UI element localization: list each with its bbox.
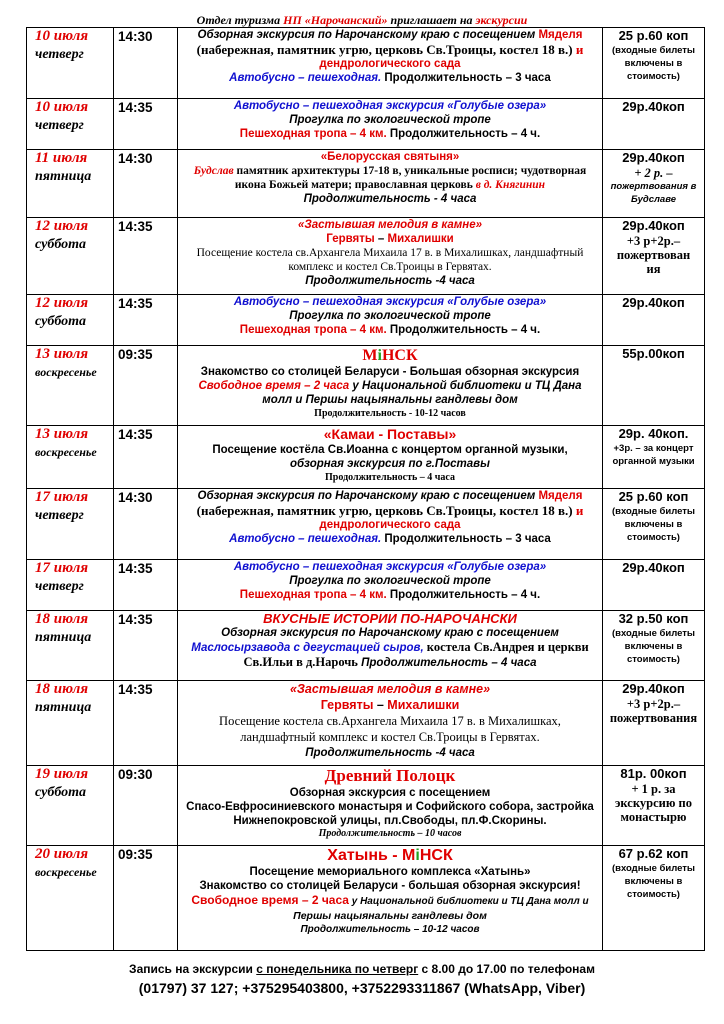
price: 29р. 40коп. — [618, 426, 689, 441]
description-cell: Обзорная экскурсия по Нарочанскому краю с посещением Мяделя (набережная, памятник угрю, церковь Св.Троицы, костел 18 в.) и дендрологического сада Автобусно – пешеходная. Продолжительность – 3 часа — [178, 28, 603, 99]
price: 67 р.62 коп — [618, 846, 689, 861]
day-of-week: пятница — [35, 700, 92, 715]
date: 17 июля — [35, 560, 89, 576]
date-cell — [27, 560, 114, 611]
description-cell: «Застывшая мелодия в камне» Гервяты – Михалишки Посещение костела св.Архангела Михаила 17 в. в Михалишках, ландшафтный комплекс и костел Св.Троицы в Гервятах. Продолжительность -4 часа — [178, 681, 603, 766]
price: 81р. 00коп — [620, 766, 687, 781]
date: 20 июля — [35, 846, 89, 862]
time-cell: 14:35 — [114, 611, 178, 681]
time-cell: 14:35 — [114, 218, 178, 295]
header-org: НП «Нарочанский» — [283, 13, 388, 27]
date-cell — [27, 346, 114, 426]
price-cell — [603, 560, 705, 611]
date-cell — [27, 611, 114, 681]
price-cell: 25 р.60 коп (входные билеты включены в стоимость) — [603, 489, 705, 560]
date: 10 июля — [35, 28, 89, 44]
table-row — [27, 295, 705, 346]
date: 12 июля — [35, 218, 89, 234]
date: 11 июля — [35, 150, 88, 166]
description-cell: МіНСК Знакомство со столицей Беларуси - Большая обзорная экскурсия Свободное время – 2 часа у Национальной библиотеки и ТЦ Дана молл и Першы нацыянальны гандлевы дом Продолжительность - 10-12 часов — [178, 346, 603, 426]
description-cell: ВКУСНЫЕ ИСТОРИИ ПО-НАРОЧАНСКИ Обзорная экскурсия по Нарочанскому краю с посещением Маслосырзавода с дегустацией сыров, костела Св.Андрея и церкви Св.Ильи в д.Нарочь Продолжительность – 4 часа — [178, 611, 603, 681]
description-cell: Автобусно – пешеходная экскурсия «Голубые озера» Прогулка по экологической тропе Пешеходная тропа – 4 км. Продолжительность – 4 ч. — [178, 99, 603, 150]
day-of-week: суббота — [35, 785, 87, 800]
day-of-week: суббота — [35, 314, 87, 329]
date: 19 июля — [35, 766, 89, 782]
time-cell: 14:35 — [114, 295, 178, 346]
time-cell: 14:35 — [114, 99, 178, 150]
time-cell: 14:35 — [114, 560, 178, 611]
date: 12 июля — [35, 295, 89, 311]
table-row — [27, 846, 705, 951]
booking-info: Запись на экскурсии с понедельника по четверг с 8.00 до 17.00 по телефонам — [129, 962, 595, 976]
phone-numbers: (01797) 37 127; +375295403800, +3752293311867 (WhatsApp, Viber) — [138, 980, 586, 996]
time-cell: 14:35 — [114, 681, 178, 766]
date-cell — [27, 99, 114, 150]
date: 13 июля — [35, 426, 89, 442]
date: 13 июля — [35, 346, 89, 362]
day-of-week: суббота — [35, 237, 87, 252]
header-excursions: экскурсии — [475, 13, 528, 27]
price: 55р.00коп — [622, 346, 685, 361]
excursion-schedule-table — [26, 27, 705, 951]
price: 29р.40коп — [622, 150, 685, 165]
price: 29р.40коп — [622, 99, 685, 114]
day-of-week: четверг — [35, 579, 84, 594]
table-row — [27, 28, 705, 99]
date-cell — [27, 426, 114, 489]
date-cell — [27, 150, 114, 218]
date: 18 июля — [35, 611, 89, 627]
day-of-week: воскресенье — [35, 865, 97, 879]
table-row — [27, 426, 705, 489]
table-row — [27, 218, 705, 295]
price-cell: 29р.40коп + 2 р. – пожертвования в Будславе — [603, 150, 705, 218]
time-cell: 09:35 — [114, 846, 178, 951]
date: 18 июля — [35, 681, 89, 697]
table-row — [27, 99, 705, 150]
date-cell — [27, 846, 114, 951]
price: 25 р.60 коп — [618, 28, 689, 43]
day-of-week: пятница — [35, 630, 92, 645]
time-cell: 09:35 — [114, 346, 178, 426]
date-cell — [27, 681, 114, 766]
time-cell: 14:30 — [114, 28, 178, 99]
price: 29р.40коп — [622, 295, 685, 310]
price-cell — [603, 99, 705, 150]
description-cell: «Камаи - Поставы» Посещение костёла Св.Иоанна с концертом органной музыки, обзорная экскурсия по г.Поставы Продолжительность – 4 часа — [178, 426, 603, 489]
date-cell — [27, 766, 114, 846]
description-cell: Хатынь - МіНСК Посещение мемориального комплекса «Хатынь» Знакомство со столицей Беларуси - большая обзорная экскурсия! Свободное время – 2 часа у Национальной библиотеки и ТЦ Дана молл и Першы нацыянальны гандлевы дом Продолжительность – 10-12 часов — [178, 846, 603, 951]
date: 10 июля — [35, 99, 89, 115]
price-cell: 81р. 00коп + 1 р. за экскурсию по монастырю — [603, 766, 705, 846]
header-text: Отдел туризма — [196, 13, 284, 27]
price-cell: 29р. 40коп. +3р. – за концерт органной музыки — [603, 426, 705, 489]
page-header — [0, 13, 724, 27]
header-text-2: приглашает на — [387, 13, 476, 27]
date-cell — [27, 489, 114, 560]
time-cell: 14:30 — [114, 489, 178, 560]
price-cell: 67 р.62 коп (входные билеты включены в стоимость) — [603, 846, 705, 951]
day-of-week: четверг — [35, 47, 84, 62]
price-cell: 29р.40коп +3 р+2р.– пожертвован ия — [603, 218, 705, 295]
description-cell: Автобусно – пешеходная экскурсия «Голубые озера» Прогулка по экологической тропе Пешеходная тропа – 4 км. Продолжительность – 4 ч. — [178, 295, 603, 346]
price: 29р.40коп — [622, 218, 685, 233]
price: 29р.40коп — [622, 681, 685, 696]
day-of-week: пятница — [35, 169, 92, 184]
table-row — [27, 766, 705, 846]
price-cell: 32 р.50 коп (входные билеты включены в стоимость) — [603, 611, 705, 681]
description-cell: Автобусно – пешеходная экскурсия «Голубые озера» Прогулка по экологической тропе Пешеходная тропа – 4 км. Продолжительность – 4 ч. — [178, 560, 603, 611]
day-of-week: четверг — [35, 118, 84, 133]
date: 17 июля — [35, 489, 89, 505]
time-cell: 14:30 — [114, 150, 178, 218]
price-cell: 29р.40коп +3 р+2р.– пожертвования — [603, 681, 705, 766]
date-cell — [27, 218, 114, 295]
table-row — [27, 346, 705, 426]
table-row — [27, 560, 705, 611]
description-cell: Древний Полоцк Обзорная экскурсия с посещением Спасо-Евфросиниевского монастыря и Софийского собора, застройка Нижнепокровской улицы, пл.Свободы, пл.Ф.Скорины. Продолжительность – 10 часов — [178, 766, 603, 846]
description-cell: «Белорусская святыня» Будслав памятник архитектуры 17-18 в, уникальные росписи; чудотворная икона Божьей матери; православная церковь в д. Княгинин Продолжительность - 4 часа — [178, 150, 603, 218]
description-cell: Обзорная экскурсия по Нарочанскому краю с посещением Мяделя (набережная, памятник угрю, церковь Св.Троицы, костел 18 в.) и дендрологического сада Автобусно – пешеходная. Продолжительность – 3 часа — [178, 489, 603, 560]
day-of-week: воскресенье — [35, 445, 97, 459]
table-row — [27, 150, 705, 218]
time-cell: 14:35 — [114, 426, 178, 489]
day-of-week: четверг — [35, 508, 84, 523]
price: 32 р.50 коп — [618, 611, 689, 626]
table-row — [27, 489, 705, 560]
price-cell: 25 р.60 коп (входные билеты включены в стоимость) — [603, 28, 705, 99]
price-cell — [603, 295, 705, 346]
price: 25 р.60 коп — [618, 489, 689, 504]
price: 29р.40коп — [622, 560, 685, 575]
date-cell — [27, 295, 114, 346]
description-cell: «Застывшая мелодия в камне» Гервяты – Михалишки Посещение костела св.Архангела Михаила 17 в. в Михалишках, ландшафтный комплекс и костел Св.Троицы в Гервятах. Продолжительность -4 часа — [178, 218, 603, 295]
table-row — [27, 681, 705, 766]
price-cell — [603, 346, 705, 426]
time-cell: 09:30 — [114, 766, 178, 846]
table-row — [27, 611, 705, 681]
date-cell — [27, 28, 114, 99]
day-of-week: воскресенье — [35, 365, 97, 379]
